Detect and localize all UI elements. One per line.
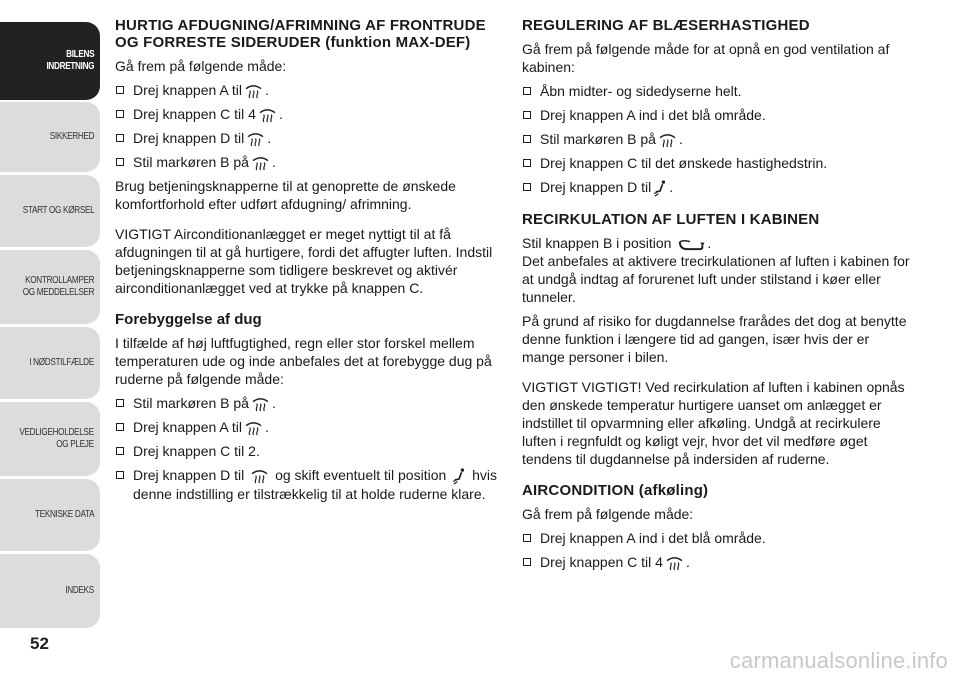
- section-heading-aircondition: AIRCONDITION (afkøling): [522, 481, 709, 499]
- intro-text: Gå frem på følgende måde:: [115, 58, 287, 74]
- fan-icon: [258, 108, 277, 123]
- checkbox-bullet: [523, 534, 531, 542]
- step-list: [115, 81, 500, 171]
- checkbox-bullet: [116, 447, 124, 455]
- list-item: [522, 529, 912, 547]
- step-text: Stil markøren B på: [540, 131, 656, 147]
- checkbox-bullet: [116, 158, 124, 166]
- feet-vent-icon: [653, 180, 667, 197]
- tab-bilens-indretning[interactable]: [0, 22, 100, 100]
- step-text: Drej knappen A til: [133, 419, 242, 435]
- defrost-icon: [244, 421, 263, 436]
- list-item: [522, 106, 912, 124]
- step-text: Drej knappen C til 4: [540, 553, 663, 570]
- paragraph-prevent: I tilfælde af høj luftfugtighed, regn eller stor forskel mellem temperaturen ude og inde anbefales det at forebygge dug på ruderne på følgende måde:: [115, 335, 492, 387]
- step-text: .: [678, 131, 683, 147]
- checkbox-bullet: [523, 87, 531, 95]
- tab-tekniske-data[interactable]: [0, 479, 100, 551]
- right-column: [522, 17, 912, 571]
- section-heading-fan-speed: REGULERING AF BLÆSERHASTIGHED: [522, 17, 810, 34]
- defrost-icon: [251, 156, 270, 171]
- step-text: .: [669, 179, 674, 195]
- step-text: Drej knappen D til: [540, 179, 652, 195]
- defrost-icon: [250, 469, 269, 484]
- step-text: hvis denne indstilling er tilstrækkelig til at holde ruderne klare.: [133, 467, 497, 502]
- section-heading-max-def: HURTIG AFDUGNING/AFRIMNING AF FRONTRUDE OG FORRESTE SIDERUDER (funktion MAX-DEF): [115, 17, 486, 51]
- step-list: [522, 82, 912, 197]
- text: Stil knappen B i position: [522, 234, 672, 251]
- paragraph-important: VIGTIGT Airconditionanlægget er meget nyttigt til at få afdugningen til at gå hurtigere, fordi det affugter luften. Indstil betjeningsknapperne som tidligere beskrevet og aktivér airconditionanlægget ved at trykke på knappen C.: [115, 226, 493, 296]
- tab-label: I NØDSTILFÆLDE: [29, 357, 94, 368]
- list-item: [522, 178, 912, 197]
- left-column: [115, 17, 500, 503]
- step-list: [522, 529, 912, 571]
- tab-label: BILENS INDRETNING: [46, 49, 94, 72]
- paragraph-restore: Brug betjeningsknapperne til at genoprette de ønskede komfortforhold efter udført afdugning/ afrimning.: [115, 178, 456, 212]
- list-item: [115, 418, 500, 436]
- step-text: Drej knappen A ind i det blå område.: [540, 107, 766, 123]
- step-text: Drej knappen C til det ønskede hastighedstrin.: [540, 155, 828, 171]
- step-text: Stil markøren B på: [133, 395, 249, 411]
- list-item: [115, 81, 500, 99]
- checkbox-bullet: [116, 86, 124, 94]
- defrost-icon: [244, 84, 263, 99]
- tab-kontrollamper[interactable]: [0, 250, 100, 324]
- list-item: [115, 153, 500, 171]
- checkbox-bullet: [116, 399, 124, 407]
- step-text: Drej knappen D til: [133, 467, 245, 483]
- step-text: .: [264, 82, 269, 98]
- step-list: [115, 394, 500, 460]
- checkbox-bullet: [116, 110, 124, 118]
- checkbox-bullet: [523, 159, 531, 167]
- step-text: Drej knappen D til: [133, 130, 245, 146]
- paragraph-recirc-important: VIGTIGT VIGTIGT! Ved recirkulation af luften i kabinen opnås den ønskede temperatur hurtigere uanset om anlægget er indstillet til opvarmning eller afkøling. Undgå at recirkulere luften i regnfuldt og køligt vejr, hvor det vil medføre øget tendens til dugdannelse på indersiden af ruderne.: [522, 378, 905, 467]
- recirculation-icon: [677, 238, 705, 251]
- step-text: Drej knappen C til 4: [133, 106, 256, 122]
- tab-start-og-korsel[interactable]: [0, 175, 100, 247]
- step-text: Drej knappen A ind i det blå område.: [540, 529, 766, 546]
- checkbox-bullet: [523, 135, 531, 143]
- step-text: Stil markøren B på: [133, 154, 249, 170]
- fan-icon: [665, 556, 684, 571]
- step-text: og skift eventuelt til position: [275, 467, 447, 483]
- section-heading-recirculation: RECIRKULATION AF LUFTEN I KABINEN: [522, 210, 820, 228]
- step-text: .: [278, 106, 283, 122]
- feet-vent-icon: [452, 468, 466, 485]
- step-text: .: [685, 553, 690, 570]
- defrost-icon: [246, 132, 265, 147]
- tab-sikkerhed[interactable]: [0, 102, 100, 172]
- tab-i-nodstilfaelde[interactable]: [0, 327, 100, 399]
- checkbox-bullet: [523, 183, 531, 191]
- text: .: [707, 234, 712, 251]
- list-item: [522, 154, 912, 172]
- tab-indeks[interactable]: [0, 554, 100, 628]
- defrost-icon: [658, 133, 677, 148]
- list-item: [115, 105, 500, 123]
- step-text: .: [271, 395, 276, 411]
- paragraph-recirc-recommend: Det anbefales at aktivere trecirkulationen af luften i kabinen for at undgå indtag af forurenet luft under stilstand i køer eller tunneler.: [522, 252, 910, 305]
- list-item: [115, 394, 500, 412]
- tab-label: VEDLIGEHOLDELSE OG PLEJE: [19, 427, 94, 450]
- step-list: [115, 466, 500, 503]
- checkbox-bullet: [523, 558, 531, 566]
- list-item: [522, 553, 912, 571]
- list-item: [115, 129, 500, 147]
- section-heading-prevent-fog: Forebyggelse af dug: [115, 311, 262, 328]
- step-text: .: [271, 154, 276, 170]
- checkbox-bullet: [523, 111, 531, 119]
- tab-label: INDEKS: [65, 585, 94, 596]
- watermark: carmanualsonline.info: [729, 648, 948, 673]
- step-text: Drej knappen A til: [133, 82, 242, 98]
- tab-label: TEKNISKE DATA: [34, 509, 94, 520]
- step-text: Åbn midter- og sidedyserne helt.: [540, 83, 742, 99]
- list-item: [522, 82, 912, 100]
- defrost-icon: [251, 397, 270, 412]
- step-text: Drej knappen C til 2.: [133, 443, 260, 459]
- step-text: .: [267, 130, 272, 146]
- list-item: [115, 466, 500, 503]
- tab-label: SIKKERHED: [49, 131, 94, 142]
- tab-label: START OG KØRSEL: [22, 205, 94, 216]
- intro-text: Gå frem på følgende måde for at opnå en god ventilation af kabinen:: [522, 41, 890, 75]
- checkbox-bullet: [116, 423, 124, 431]
- paragraph-recirc-warning: På grund af risiko for dugdannelse frarådes det dog at benytte denne funktion i længere tid ad gangen, især hvis der er mange personer i bilen.: [522, 312, 907, 365]
- page-number: 52: [30, 634, 49, 653]
- step-text: .: [264, 419, 269, 435]
- checkbox-bullet: [116, 471, 124, 479]
- list-item: [522, 130, 912, 148]
- checkbox-bullet: [116, 134, 124, 142]
- paragraph-recirc-position: [522, 234, 912, 252]
- tab-label: KONTROLLAMPER OG MEDDELELSER: [22, 275, 94, 298]
- tab-vedligeholdelse[interactable]: [0, 402, 100, 476]
- list-item: [115, 442, 500, 460]
- intro-text: Gå frem på følgende måde:: [522, 505, 694, 522]
